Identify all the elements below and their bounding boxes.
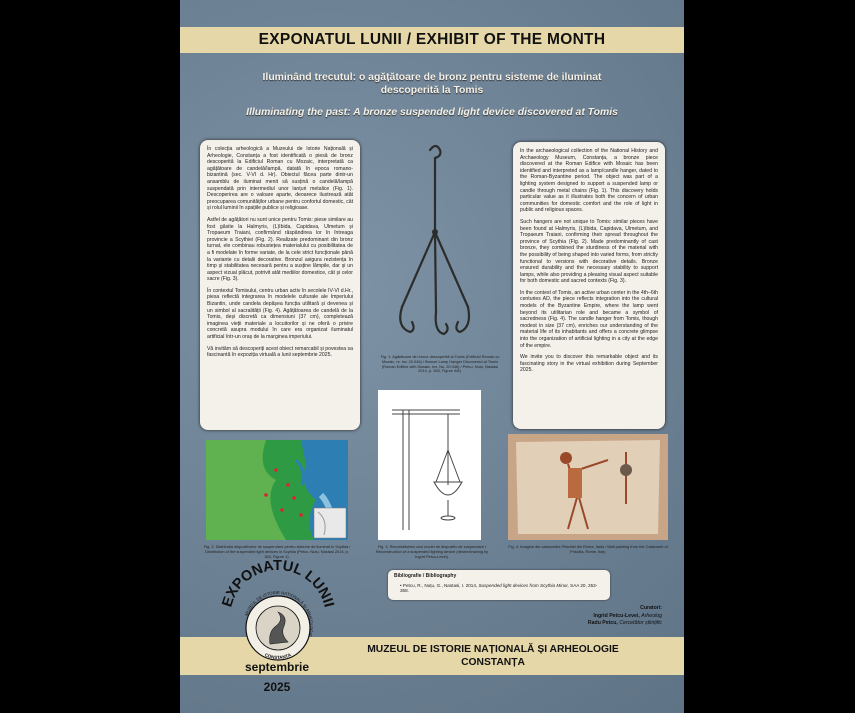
english-text-box <box>513 142 665 429</box>
curator-1-role: Arheolog <box>641 612 662 619</box>
romanian-text-box <box>200 140 360 430</box>
fig4-painting-svg <box>508 434 668 540</box>
fig2-map-svg <box>206 440 348 540</box>
logo-bottom-text: CONSTANȚA <box>264 652 292 661</box>
exhibit-year: 2025 <box>263 680 291 694</box>
curator-2-name: Radu Petcu, <box>587 620 618 626</box>
bib-rest: SAA 20, 353-368. <box>400 583 598 593</box>
en-paragraph-4: We invite you to discover this remarkable object and its fascinating story in the virtual exhibition during September 2025. <box>520 354 658 374</box>
title-ro-line1: Iluminând trecutul: o agățătoare de bronz pentru sisteme de iluminat <box>262 72 602 83</box>
bib-authors: Petcu, R., Nuțu, G., Nastasi, I. 2014, <box>402 583 478 588</box>
curator-2-role: Cercetător științific <box>619 620 662 626</box>
fig4-caption: Fig. 4. Imagine din catacomba Priscillei din Roma, Italia / Wall painting from the Catacomb of Priscilla, Rome, Italy. <box>508 544 668 554</box>
curator-1-name: Ingrid Petcu-Levei, <box>593 612 640 619</box>
en-paragraph-1: In the archaeological collection of the National History and Archaeology Museum, Constanța, a bronze piece discovered at the Roman Edifice with Mosaic has been identified and interpreted as a lamp/candle hanger, dated to the Roman-Byzantine period. The object was part of a lighting system designed to support a suspended lamp or candle through metal chains (Fig. 1). This discovery holds particular value as it illustrates both the concern of urban communities for domestic comfort and the role of light in public and religious spaces. <box>520 148 658 214</box>
exhibit-month: septembrie <box>244 660 310 674</box>
fig3-drawing-svg <box>378 390 481 540</box>
fig1-bronze-hanger-image <box>380 142 490 347</box>
ro-paragraph-3: În contextul Tomisului, centru urban activ în secolele IV-VI d.Hr., piesa reflectă integrarea în modelele culturale ale Imperiului Bizantin, unde candela depășea funcția utilitară și devenea și un simbol al sacralității (Fig. 4). Agățătoarea de candelă de la Tomis, deși discretă ca dimensiuni (37 cm), completează imaginea vieții materiale a locuitorilor și ne oferă o privire concretă asupra modului în care era organizat iluminatul artificial într-un oraș de la marginea imperiului. <box>207 287 353 341</box>
fig3-caption: Fig. 3. Reconstituirea unui model de dispozitiv de suspendare / Reconstruction of a suspended lighting device (desen/drawing by Ingrid Petcu-Levei). <box>375 544 489 559</box>
bibliography-title: Bibliografie / Bibliography <box>394 573 457 579</box>
en-paragraph-3: In the context of Tomis, an active urban center in the 4th–6th centuries AD, the piece reflects integration into the cultural models of the Byzantine Empire, where the lamp went beyond its utilitarian role and became a symbol of sacredness (Fig. 4). The candle hanger from Tomis, though modest in size (37 cm), enriches our understanding of the material life of its inhabitants and offers a concrete glimpse into the organization of artificial lighting in a city at the edge of the empire. <box>520 289 658 349</box>
fig4-catacomb-painting <box>508 434 668 540</box>
museum-name-line2: CONSTANȚA <box>461 657 525 668</box>
curators-label: Curatori: <box>640 605 662 611</box>
ro-paragraph-1: În colecția arheologică a Muzeului de Istorie Națională și Arheologie, Constanța a fost identificată o piesă de bronz descoperită la Edificiul Roman cu Mozaic, interpretată ca agățătoare de candelă/lampă, datată în epoca romano-bizantină (sec. V-VI d. Hr). Obiectul făcea parte dintr-un ansamblu de iluminat menit să susțină o candelă/lampă suspendată prin intermediul unor lanțuri metalice (Fig. 1). Descoperirea are o valoare aparte, deoarece ilustrează atât preocuparea comunităților urbane pentru confortul domestic, cât și rolul luminii în spațiile publice și religioase. <box>207 146 353 212</box>
fig2-caption: Fig. 2. Distribuția dispozitivelor de suspendare pentru sisteme de iluminat în Scythia / Distribution of the suspended light devices in Scythia (Petcu, Nuțu, Nastasi 2014, p. 363, Figure 1). <box>203 544 351 559</box>
bib-title: Suspended light devices from Scythia Minor, <box>478 583 569 588</box>
bibliography-box <box>388 570 610 600</box>
title-romanian <box>200 71 664 97</box>
header-title: EXPONATUL LUNII / EXHIBIT OF THE MONTH <box>258 31 606 48</box>
title-english: Illuminating the past: A bronze suspended light device discovered at Tomis <box>246 107 618 118</box>
curators-block <box>588 605 662 628</box>
bibliography-item: • Petcu, R., Nuțu, G., Nastasi, I. 2014, Suspended light devices from Scythia Minor, SAA 20, 353-368. <box>400 583 598 593</box>
en-paragraph-2: Such hangers are not unique to Tomis: similar pieces have been found at Halmyris, (L)Ibida, Capidava, Ulmetum, and Tropaeum Traiani, confirming their spread throughout the province of Scythia (Fig. 2). Made predominantly of cast bronze, they combined the sturdiness of the material with the possibility of being shaped into varied forms, from strictly functional to versions with decorative details. Bronze ensured durability and the necessary stability to support lamps, while also providing a pleasing visual aspect suitable for both domestic and sacred contexts (Fig. 3). <box>520 218 658 285</box>
poster <box>180 0 684 713</box>
fig2-scythia-map <box>206 440 348 540</box>
ro-paragraph-4: Vă invităm să descoperiți acest obiect remarcabil și povestea sa fascinantă în expoziția virtuală a lunii septembrie 2025. <box>207 345 353 359</box>
title-ro-line2: descoperită la Tomis <box>380 85 484 96</box>
fig3-reconstruction-drawing <box>378 390 481 540</box>
ro-paragraph-2: Astfel de agățători nu sunt unice pentru Tomis: piese similare au fost găsite la Halmyris, (L)Ibida, Capidava, Ulmetum și Tropaeum Traiani, confirmând răspândirea lor în întreaga provincie a Scythiei (Fig. 2). Realizate predominant din bronz turnat, ele combinau robustețea materialului cu posibilitatea de a fi modelate în forme variate, de la cele strict funcționale până la variante cu detalii decorative. Bronzul asigura rezistența în timp și stabilitatea necesară pentru a susține lămpile, dar și un aspect vizual plăcut, potrivit atât mediilor domestice, cât și celor sacre (Fig. 3). <box>207 216 353 283</box>
header-banner <box>180 27 684 53</box>
logo-ring-text: MUZEUL DE ISTORIE NAȚIONALĂ ȘI ARHEOLOGIE <box>243 589 315 638</box>
logo-arc-title: EXPONATUL LUNII <box>219 557 337 610</box>
museum-name-line1: MUZEUL DE ISTORIE NAȚIONALĂ ȘI ARHEOLOGIE <box>367 644 619 655</box>
fig1-caption: Fig. 1. Agățătoare din bronz descoperită la Tomis (Edificiul Roman cu Mozaic, nr. inv. 20.046) / Bronze Lamp Hanger Discovered at Tomis (Roman Edifice with Mosaic, Inv. No. 20.046) / Petcu, Nuțu, Nastasi 2014, p. 363, Figure 4/8). <box>380 354 500 374</box>
museum-name <box>314 643 672 669</box>
